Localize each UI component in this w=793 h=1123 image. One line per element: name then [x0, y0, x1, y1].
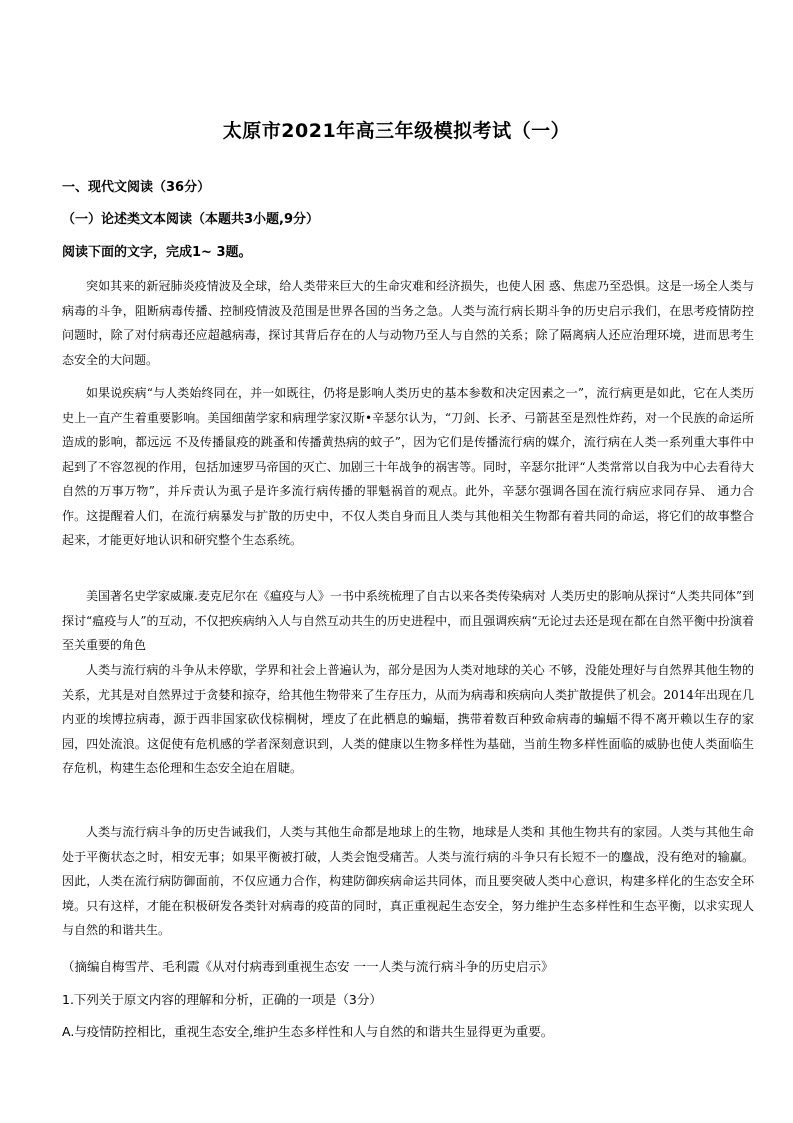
passage-paragraph-2: 如果说疾病“与人类始终同在，并一如既往，仍将是影响人类历史的基本参数和决定因素之一”，流行病更是如此，它在人类历史上一直产生着重要影响。美国细菌学家和病理学家汉斯•辛瑟尔认为，“刀剑、长矛、弓箭甚至是烈性炸药，对一个民族的命运所造成的影响，都远远 不及传播鼠疫的跳蚤和传播黄热病的蚊子”，因为它们是传播流行病的媒介，流行病在人类一系列重大事件中起到了不容忽视的作用，包括加速罗马帝国的灭亡、加剧三十年战争的祸害等。同时，辛瑟尔批评“人类常常以自我为中心去看待大自然的万事万物”，并斥责认为虱子是许多流行病传播的罪魁祸首的观点。此外，辛瑟尔强调各国在流行病应求同存异、 通力合作。这提醒着人们，在流行病暴发与扩散的历史中，不仅人类自身而且人类与其他相关生物都有着共同的命运，将它们的故事整合起来，才能更好地认识和研究整个生态系统。 [62, 386, 754, 547]
passage-paragraph-4: 人类与流行病的斗争从未停歇，学界和社会上普遍认为，部分是因为人类对地球的关心 不够，没能处理好与自然界其他生物的关系，尤其是对自然界过于贪婪和掠夺，给其他生物带来了生存压力，从而为病毒和疾病向人类扩散提供了机会。2014年出现在几内亚的埃博拉病毒，源于西非国家砍伐棕榈树，堙皮了在此栖息的蝙蝠，携带着数百种致命病毒的蝙蝠不得不离开赖以生存的家园，四处流浪。这促使有危机感的学者深刻意识到，人类的健康以生物多样性为基础，当前生物多样性面临的威胁也使人类面临生存危机，构建生态伦理和生态安全迫在眉睫。 [62, 663, 754, 775]
section-heading: 一、现代文阅读（36分） [62, 180, 211, 195]
passage-paragraph-5: 人类与流行病斗争的历史告诫我们，人类与其他生命都是地球上的生物，地球是人类和 其他生物共有的家园。人类与其他生命处于平衡状态之时，相安无事；如果平衡被打破，人类会饱受痛苦。人类与流行病的斗争只有长短不一的鏖战，没有绝对的输赢。因此，人类在流行病防御面前，不仅应通力合作，构建防御疾病命运共同体，而且要突破人类中心意识，构建多样化的生态安全环境。只有这样，才能在积极研发各类针对病毒的疫苗的同时，真正重视起生态安全，努力维护生态多样性和生态平衡，以求实现人与自然的和谐共生。 [62, 825, 754, 937]
subsection-heading: （一）论述类文本阅读（本题共3小题,9分） [62, 212, 320, 227]
question-1: 1.下列关于原文内容的理解和分析，正确的一项是（3分） [62, 992, 382, 1007]
question-1-option-a: A.与疫情防控相比，重视生态安全,维护生态多样性和人与自然的和谐共生显得更为重要。 [62, 1024, 554, 1039]
passage-source: （摘编自梅雪芹、毛利霞《从对付病毒到重视生态安 一一人类与流行病斗争的历史启示》 [62, 959, 554, 974]
reading-instruction: 阅读下面的文字，完成1~ 3题。 [62, 245, 252, 260]
passage-paragraph-1: 突如其来的新冠肺炎疫情波及全球，给人类带来巨大的生命灾难和经济损失，也使人困 惑、焦虑乃至恐惧。这是一场全人类与病毒的斗争，阻断病毒传播、控制疫情波及范围是世界各国的当务之急。人类与流行病长期斗争的历史启示我们，在思考疫情防控问题时，除了对付病毒还应超越病毒，探讨其背后存在的人与动物乃至人与自然的关系；除了隔离病人还应治理环境，进而思考生态安全的大问题。 [62, 279, 754, 367]
exam-title: 太原市2021年高三年级模拟考试（一） [222, 120, 571, 142]
passage-paragraph-3: 美国著名史学家威廉.麦克尼尔在《瘟疫与人》一书中系统梳理了自古以来各类传染病对 人类历史的影响从探讨“人类共同体”到探讨“瘟疫与人”的互动，不仅把疾病纳入人与自然互动共生的历史进程中，而且强调疾病“无论过去还是现在都在自然平衡中扮演着至关重要的角色 [62, 589, 754, 652]
